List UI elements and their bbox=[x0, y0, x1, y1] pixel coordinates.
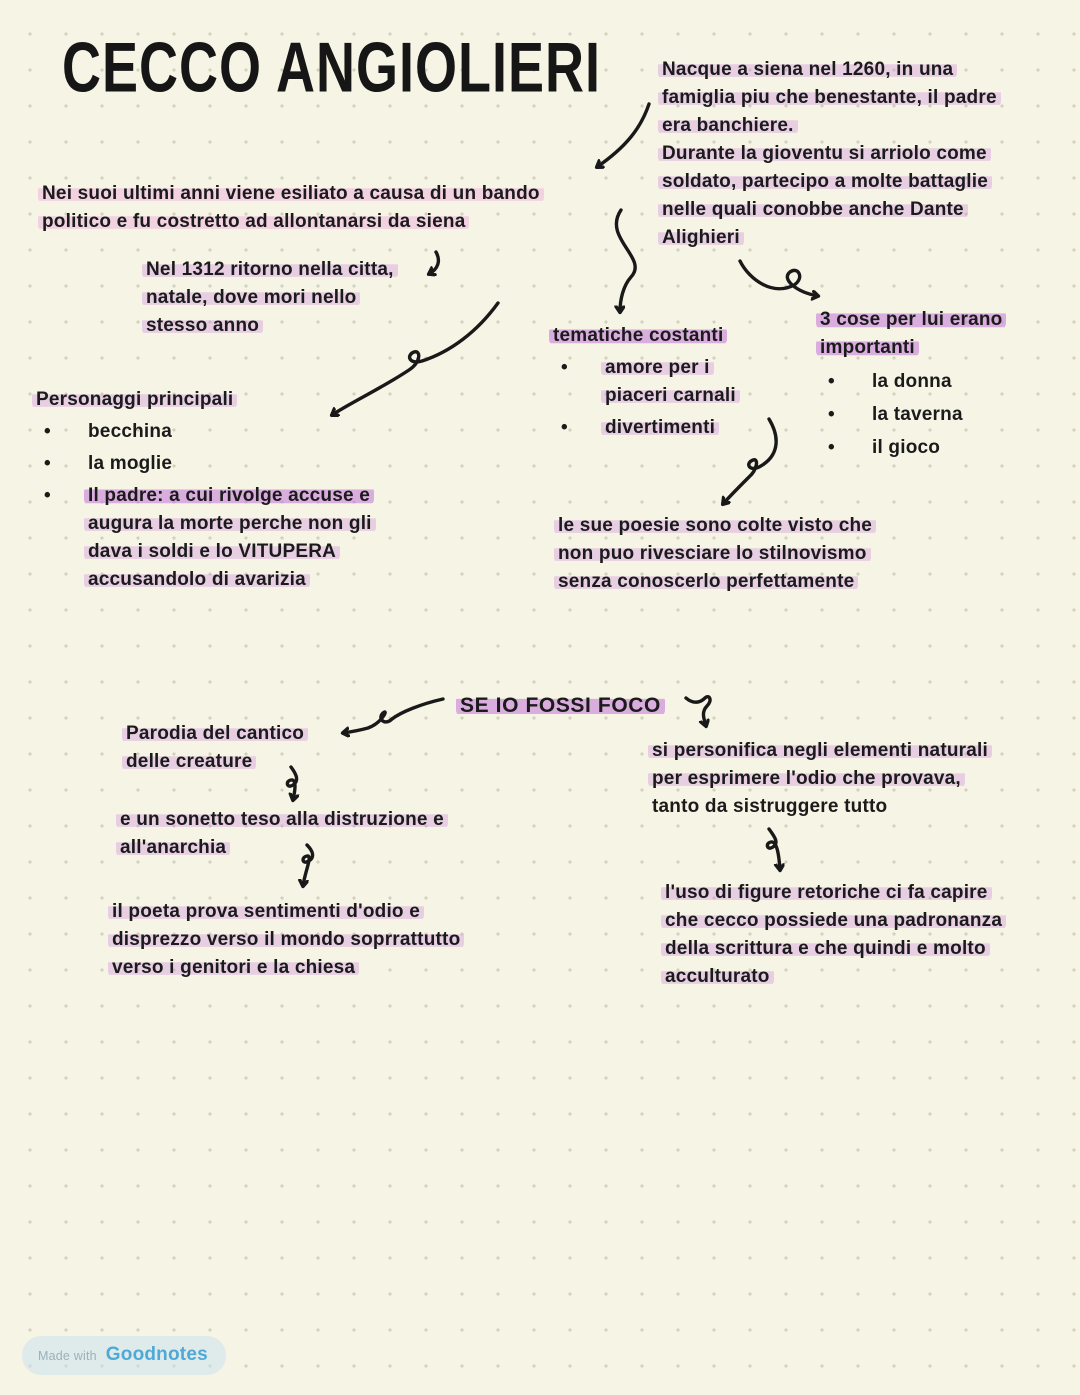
page-title: CECCO ANGIOLIERI bbox=[62, 29, 602, 108]
bullet-glyph: • bbox=[828, 371, 835, 392]
text-line: e un sonetto teso alla distruzione e bbox=[116, 809, 448, 830]
text-line: il gioco bbox=[872, 437, 941, 458]
text-line: famiglia piu che benestante, il padre bbox=[658, 87, 1001, 108]
text-line: la moglie bbox=[88, 453, 173, 474]
arrow-down-to-tematiche bbox=[616, 210, 635, 312]
list-item bbox=[36, 450, 372, 478]
text-line: non puo rivesciare lo stilnovismo bbox=[554, 543, 871, 564]
text-line: delle creature bbox=[122, 751, 256, 772]
bullet-glyph: • bbox=[44, 453, 51, 474]
text-line: che cecco possiede una padronanza bbox=[661, 910, 1006, 931]
text-line: disprezzo verso il mondo soprrattutto bbox=[108, 929, 464, 950]
section-heading: Personaggi principali bbox=[32, 389, 237, 410]
text-line: stesso anno bbox=[142, 315, 263, 336]
text-line: il poeta prova sentimenti d'odio e bbox=[108, 901, 424, 922]
goodnotes-badge[interactable] bbox=[22, 1336, 226, 1375]
list-item bbox=[820, 434, 1002, 462]
list-item bbox=[36, 482, 372, 594]
text-line: Durante la gioventu si arriolo come bbox=[658, 143, 991, 164]
text-line: piaceri carnali bbox=[601, 385, 740, 406]
note-biography bbox=[662, 56, 997, 252]
bullet-glyph: • bbox=[561, 417, 568, 438]
goodnotes-logo: Goodnotes bbox=[105, 1344, 208, 1365]
note-figure-retoriche bbox=[665, 879, 1002, 991]
text-line: becchina bbox=[88, 421, 172, 442]
text-line: Nacque a siena nel 1260, in una bbox=[658, 59, 957, 80]
text-line: Parodia del cantico bbox=[122, 723, 308, 744]
text-line: Nel 1312 ritorno nella citta, bbox=[142, 259, 398, 280]
section-heading: 3 cose per lui erano bbox=[816, 309, 1006, 330]
list-item bbox=[820, 401, 1002, 429]
bullet-glyph: • bbox=[828, 437, 835, 458]
text-line: dava i soldi e lo VITUPERA bbox=[84, 541, 340, 562]
text-line: si personifica negli elementi naturali bbox=[648, 740, 992, 761]
note-sonetto bbox=[120, 806, 444, 862]
section-heading: tematiche costanti bbox=[549, 325, 727, 346]
text-line: tanto da sistruggere tutto bbox=[652, 796, 888, 817]
text-line: Alighieri bbox=[658, 227, 744, 248]
text-line: le sue poesie sono colte visto che bbox=[554, 515, 876, 536]
arrow-foco-to-parodia bbox=[343, 699, 443, 733]
text-line: senza conoscerlo perfettamente bbox=[554, 571, 858, 592]
text-line: Il padre: a cui rivolge accuse e bbox=[84, 485, 374, 506]
note-esilio bbox=[42, 180, 540, 236]
note-parodia bbox=[126, 720, 304, 776]
arrow-nacque-to-esiliato bbox=[597, 104, 649, 167]
arrow-personifica-to-figure bbox=[767, 829, 780, 870]
text-line: Nei suoi ultimi anni viene esiliato a causa di un bando bbox=[38, 183, 544, 204]
text-line: natale, dove mori nello bbox=[142, 287, 360, 308]
text-line: accusandolo di avarizia bbox=[84, 569, 310, 590]
note-tre-cose bbox=[820, 306, 1002, 462]
bullet-glyph: • bbox=[828, 404, 835, 425]
section-heading: importanti bbox=[816, 337, 919, 358]
note-personificazione bbox=[652, 737, 988, 821]
arrow-loop-to-trecose bbox=[740, 261, 818, 296]
text-line: della scrittura e che quindi e molto bbox=[661, 938, 990, 959]
text-line: verso i genitori e la chiesa bbox=[108, 957, 359, 978]
text-line: l'uso di figure retoriche ci fa capire bbox=[661, 882, 992, 903]
note-personaggi bbox=[36, 386, 372, 594]
text-line: per esprimere l'odio che provava, bbox=[648, 768, 965, 789]
text-line: acculturato bbox=[661, 966, 774, 987]
text-line: all'anarchia bbox=[116, 837, 230, 858]
bullet-glyph: • bbox=[44, 485, 51, 506]
sonnet-title: SE IO FOSSI FOCO bbox=[456, 694, 665, 717]
text-line: era banchiere. bbox=[658, 115, 798, 136]
note-poesie-colte bbox=[558, 512, 872, 596]
list-item bbox=[553, 414, 736, 442]
note-se-io-fossi-foco bbox=[460, 692, 661, 720]
list-item bbox=[820, 368, 1002, 396]
arrow-hook-after-citta bbox=[429, 252, 438, 274]
text-line: politico e fu costretto ad allontanarsi da siena bbox=[38, 211, 469, 232]
arrow-foco-to-personifica bbox=[686, 697, 710, 726]
badge-prefix: Made with bbox=[38, 1349, 97, 1363]
bullet-glyph: • bbox=[44, 421, 51, 442]
note-ritorno-1312 bbox=[146, 256, 394, 340]
note-poeta-odio bbox=[112, 898, 460, 982]
text-line: la donna bbox=[872, 371, 952, 392]
list-item bbox=[36, 418, 372, 446]
text-line: nelle quali conobbe anche Dante bbox=[658, 199, 968, 220]
text-line: soldato, partecipo a molte battaglie bbox=[658, 171, 992, 192]
text-line: la taverna bbox=[872, 404, 963, 425]
note-tematiche bbox=[553, 322, 736, 442]
text-line: amore per i bbox=[601, 357, 714, 378]
text-line: augura la morte perche non gli bbox=[84, 513, 376, 534]
bullet-glyph: • bbox=[561, 357, 568, 378]
text-line: divertimenti bbox=[601, 417, 719, 438]
list-item bbox=[553, 354, 736, 410]
